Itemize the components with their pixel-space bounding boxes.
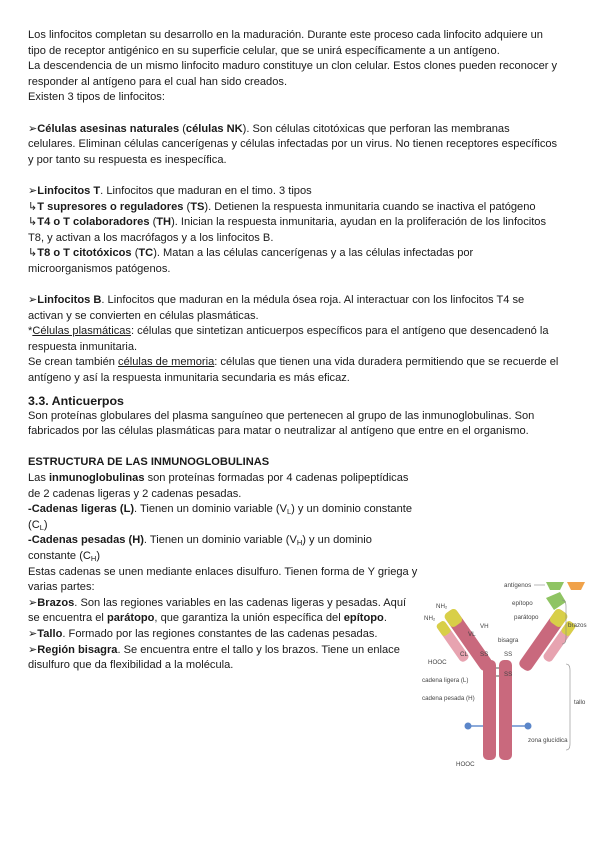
label-nh2-top: NH₂: [436, 603, 448, 610]
label-bisagra: bisagra: [498, 637, 519, 644]
label-cadena-pesada: cadena pesada (H): [422, 695, 475, 702]
label-ss-1: SS: [480, 651, 489, 658]
brazos-paragraph: ➢Brazos. Son las regiones variables en las cadenas ligeras y pesadas. Aquí se encuentra el parátopo, que garantiza la unión específica del epítopo.: [28, 596, 407, 625]
bound-antigen: [546, 592, 566, 610]
section-heading-estructura: ESTRUCTURA DE LAS INMUNOGLOBULINAS: [28, 456, 270, 469]
label-epitopo: epítopo: [512, 600, 533, 607]
bullet-arrow: ➢: [28, 122, 38, 135]
antigen-shape: [567, 582, 585, 590]
bullet-arrow: ➢: [28, 184, 38, 197]
label-antigenos: antígenos: [504, 582, 532, 589]
label-tallo: tallo: [574, 699, 586, 706]
label-ss-2: SS: [504, 651, 513, 658]
sub-arrow-icon: ↳: [28, 200, 38, 213]
bullet-arrow: ➢: [28, 627, 38, 640]
nk-abbr: células NK: [185, 122, 243, 135]
tc-item: ↳T8 o T citotóxicos (TC). Matan a las células cancerígenas y a las células infectadas por microorganismos patógenos.: [28, 247, 474, 275]
tallo-paragraph: ➢Tallo. Formado por las regiones constantes de las cadenas pesadas.: [28, 627, 378, 640]
bullet-arrow: ➢: [28, 643, 38, 656]
label-vh: VH: [480, 623, 489, 630]
nk-term: Células asesinas naturales: [37, 122, 180, 135]
label-brazos: brazos: [568, 622, 587, 629]
section-heading-anticuerpos: 3.3. Anticuerpos: [28, 393, 124, 408]
label-paratopo: parátopo: [514, 614, 539, 621]
label-cadena-ligera: cadena ligera (L): [422, 677, 469, 684]
label-cl: CL: [460, 651, 468, 658]
intro-paragraph-3: Existen 3 tipos de linfocitos:: [28, 91, 165, 104]
linfocitos-t-title: ➢Linfocitos T. Linfocitos que maduran en el timo. 3 tipos: [28, 184, 312, 197]
label-hooc-light: HOOC: [428, 659, 447, 666]
union-paragraph: Estas cadenas se unen mediante enlaces disulfuro. Tienen forma de Y griega y varias partes:: [28, 565, 418, 594]
stem-chain-left: [483, 660, 496, 760]
label-zona-glucidica: zona glucídica: [528, 737, 568, 744]
label-vl: VL: [468, 631, 476, 638]
cadenas-pesadas-paragraph: -Cadenas pesadas (H). Tienen un dominio variable $(V_H)$ y un dominio constante $(C_H)$: [28, 534, 372, 563]
bisagra-paragraph: ➢Región bisagra. Se encuentra entre el tallo y los brazos. Tiene un enlace disulfuro que da flexibilidad a la molécula.: [28, 643, 400, 672]
antigen-shape: [546, 582, 564, 590]
antibody-diagram: [420, 572, 592, 772]
antibody-svg: [420, 572, 592, 772]
label-nh2-left: NH₂: [424, 615, 436, 622]
sub-arrow-icon: ↳: [28, 216, 38, 229]
bullet-arrow: ➢: [28, 596, 38, 609]
celulas-plasmaticas-paragraph: *Células plasmáticas: células que sintetizan anticuerpos específicos para el antígeno que desencadenó la respuesta inmunitaria.: [28, 325, 549, 353]
glyco-icon: [525, 723, 532, 730]
sub-arrow-icon: ↳: [28, 247, 38, 260]
cadenas-ligeras-paragraph: -Cadenas ligeras (L). Tienen un dominio variable $(V_L)$ y un dominio constante $(C_L)$: [28, 503, 413, 532]
celulas-memoria-paragraph: Se crean también células de memoria: células que tienen una vida duradera permitiendo que se recuerde el antígeno y así la respuesta inmunitaria secundaria es más eficaz.: [28, 356, 559, 385]
glyco-icon: [465, 723, 472, 730]
inmunoglobulinas-paragraph: Las inmunoglobulinas son proteínas formadas por 4 cadenas polipeptídicas de 2 cadenas ligeras y 2 cadenas pesadas.: [28, 472, 409, 500]
intro-paragraph-1: Los linfocitos completan su desarrollo en la maduración. Durante este proceso cada linfocito adquiere un tipo de receptor antigénico en su superficie celular, que se unirá específicamente a un antígeno.: [28, 29, 543, 57]
bullet-arrow: ➢: [28, 294, 38, 307]
th-item: ↳T4 o T colaboradores (TH). Inician la respuesta inmunitaria, ayudan en la proliferación de los linfocitos T8, y activan a los macrófagos y a los linfocitos B.: [28, 216, 547, 244]
anticuerpos-paragraph: Son proteínas globulares del plasma sanguíneo que pertenecen al grupo de las inmunoglobulinas. Son fabricados por las células plasmáticas para matar o neutralizar al antígeno que entre en el organismo.: [28, 409, 535, 438]
nk-paragraph: ➢Células asesinas naturales (células NK). Son células citotóxicas que perforan las membranas celulares. Eliminan células cancerígenas y células infectadas por un virus. No tienen receptores específicos y por tanto su respuesta es inespecífica.: [28, 122, 558, 166]
linfocitos-b-paragraph: ➢Linfocitos B. Linfocitos que maduran en la médula ósea roja. Al interactuar con los linfocitos T4 se activan y se convierten en células plasmáticas.: [28, 294, 525, 322]
label-ss-3: SS: [504, 671, 513, 678]
label-hooc-bottom: HOOC: [456, 761, 475, 768]
intro-paragraph-2: La descendencia de un mismo linfocito maduro constituye un clon celular. Estos clones pueden reconocer y responder al antígeno para el cual han sido creados.: [28, 60, 558, 88]
estructura-text: [28, 471, 420, 674]
ts-item: ↳T supresores o reguladores (TS). Detienen la respuesta inmunitaria cuando se inactiva el patógeno: [28, 200, 536, 213]
